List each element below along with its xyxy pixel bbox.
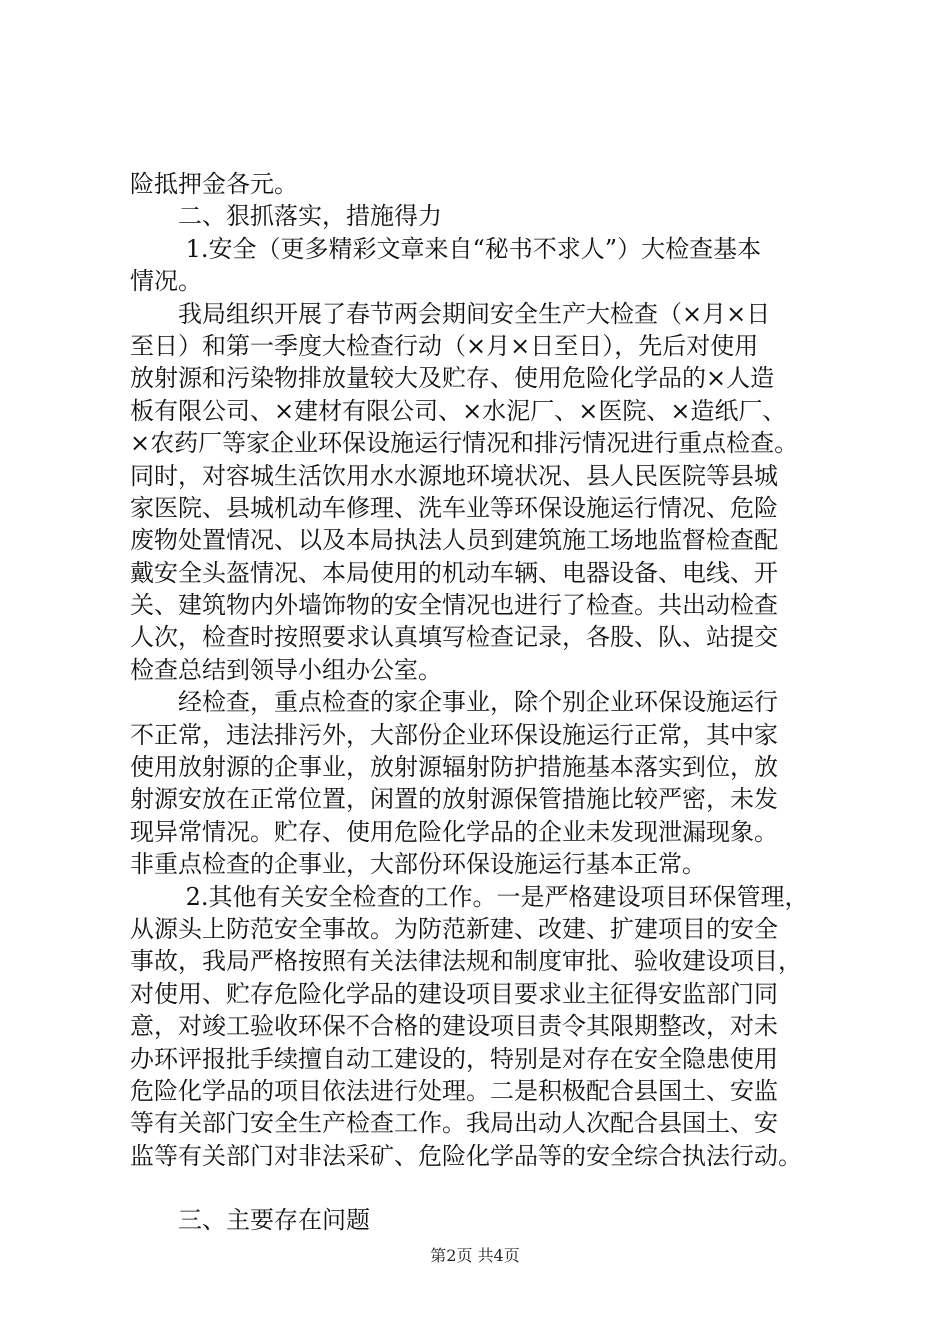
- text-line: 险抵押金各元。: [130, 170, 298, 198]
- text-line: 戴安全头盔情况、本局使用的机动车辆、电器设备、电线、开: [130, 558, 778, 587]
- text-line: 事故，我局严格按照有关法律法规和制度审批、验收建设项目，: [130, 947, 802, 976]
- text-line: 人次，检查时按照要求认真填写检查记录，各股、队、站提交: [130, 623, 778, 652]
- text-line: 1.安全（更多精彩文章来自“秘书不求人”）大检查基本: [130, 234, 762, 263]
- text-line: 监等有关部门对非法采矿、危险化学品等的安全综合执法行动。: [130, 1141, 802, 1170]
- text-line: 二、狠抓落实，措施得力: [130, 202, 442, 231]
- text-line: 等有关部门安全生产检查工作。我局出动人次配合县国土、安: [130, 1109, 778, 1138]
- text-line: 使用放射源的企事业，放射源辐射防护措施基本落实到位，放: [130, 753, 778, 782]
- text-line: 2.其他有关安全检查的工作。一是严格建设项目环保管理，: [130, 882, 809, 911]
- text-line: 对使用、贮存危险化学品的建设项目要求业主征得安监部门同: [130, 979, 778, 1008]
- text-line: 非重点检查的企事业，大部份环保设施运行基本正常。: [130, 850, 706, 879]
- text-line: 检查总结到领导小组办公室。: [130, 655, 442, 684]
- text-line: 射源安放在正常位置，闲置的放射源保管措施比较严密，未发: [130, 785, 778, 814]
- text-line: 放射源和污染物排放量较大及贮存、使用危险化学品的×人造: [130, 364, 775, 393]
- section-heading-3: 三、主要存在问题: [130, 1206, 370, 1235]
- page-footer: 第2页 共4页: [430, 1246, 520, 1265]
- paragraph-lines: [130, 168, 835, 1172]
- text-line: 废物处置情况、以及本局执法人员到建筑施工场地监督检查配: [130, 526, 778, 555]
- text-line: 至日）和第一季度大检查行动（×月×日至日），先后对使用: [130, 331, 759, 360]
- text-line: 意，对竣工验收环保不合格的建设项目责令其限期整改，对未: [130, 1012, 778, 1041]
- text-line: 现异常情况。贮存、使用危险化学品的企业未发现泄漏现象。: [130, 817, 778, 846]
- text-line: 危险化学品的项目依法进行处理。二是积极配合县国土、安监: [130, 1076, 778, 1105]
- text-line: 同时，对容城生活饮用水水源地环境状况、县人民医院等县城: [130, 461, 778, 490]
- text-line: 不正常，违法排污外，大部份企业环保设施运行正常，其中家: [130, 720, 778, 749]
- text-line: ×农药厂等家企业环保设施运行情况和排污情况进行重点检查。: [130, 429, 799, 458]
- text-line: 板有限公司、×建材有限公司、×水泥厂、×医院、×造纸厂、: [130, 396, 787, 425]
- text-line: 从源头上防范安全事故。为防范新建、改建、扩建项目的安全: [130, 914, 778, 943]
- text-line: 我局组织开展了春节两会期间安全生产大检查（×月×日: [130, 299, 771, 328]
- text-line: 办环评报批手续擅自动工建设的，特别是对存在安全隐患使用: [130, 1044, 778, 1073]
- text-line: 经检查，重点检查的家企事业，除个别企业环保设施运行: [130, 688, 778, 717]
- text-line: 关、建筑物内外墙饰物的安全情况也进行了检查。共出动检查: [130, 591, 778, 620]
- text-line: 情况。: [130, 267, 202, 296]
- document-body: [130, 168, 835, 1237]
- spacer: [130, 1172, 835, 1204]
- text-line: 家医院、县城机动车修理、洗车业等环保设施运行情况、危险: [130, 493, 778, 522]
